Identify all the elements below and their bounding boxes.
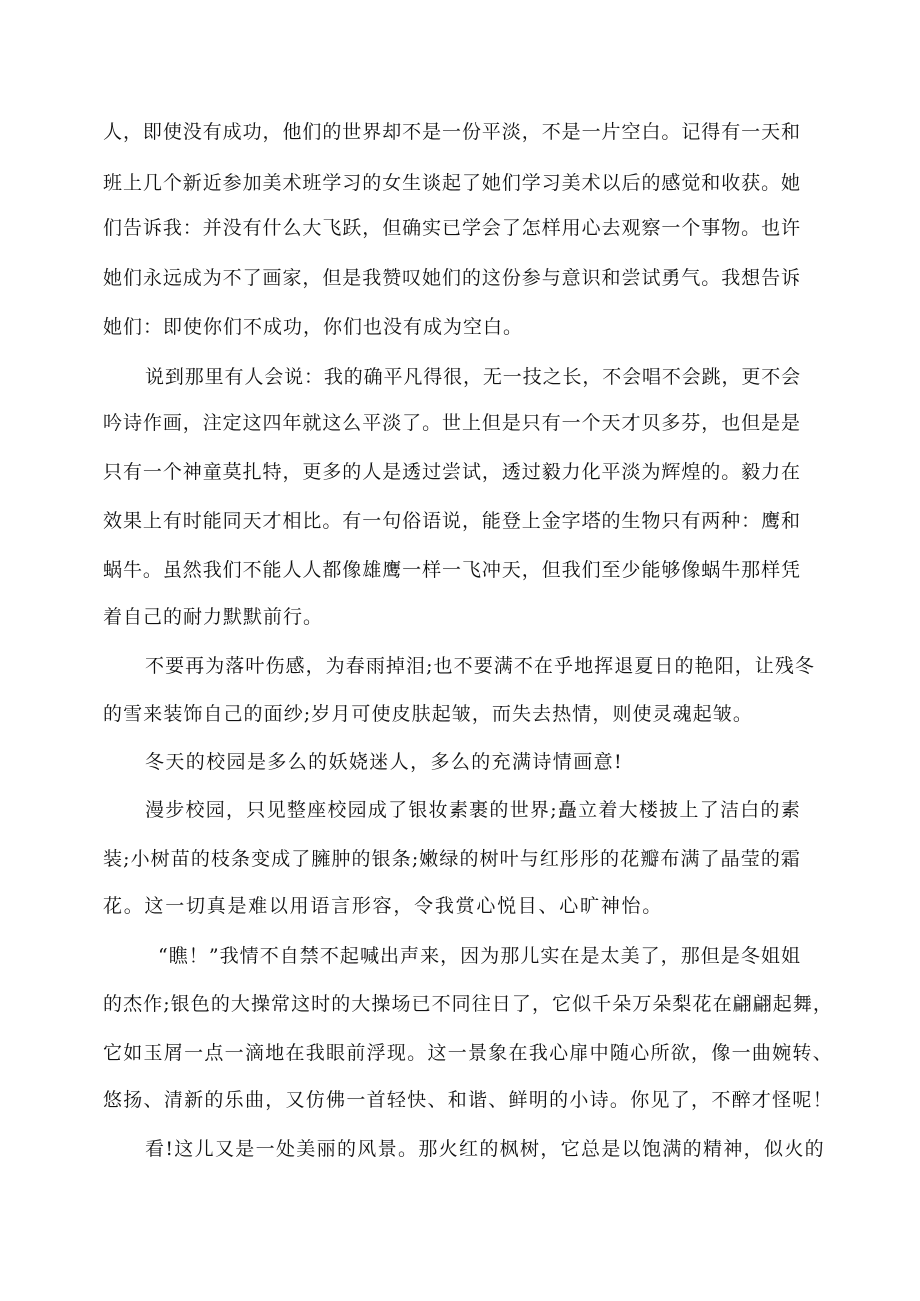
text-line-9: 效果上有时能同天才相比。有一句俗语说，能登上金字塔的生物只有两种：鹰和	[103, 510, 801, 532]
text-line-7: 吟诗作画，注定这四年就这么平淡了。世上但是只有一个天才贝多芬，也但是是	[103, 412, 801, 434]
text-line-15: 漫步校园，只见整座校园成了银妆素裹的世界;矗立着大楼披上了洁白的素	[145, 799, 801, 821]
text-line-1: 人，即使没有成功，他们的世界却不是一份平淡，不是一片空白。记得有一天和	[103, 121, 801, 143]
text-line-19: 的杰作;银色的大操常这时的大操场已不同往日了，它似千朵万朵梨花在翩翩起舞，	[103, 993, 833, 1015]
text-line-4: 她们永远成为不了画家，但是我赞叹她们的这份参与意识和尝试勇气。我想告诉	[103, 267, 801, 289]
text-line-11: 着自己的耐力默默前行。	[103, 606, 323, 628]
text-line-21: 悠扬、清新的乐曲，又仿佛一首轻快、和谐、鲜明的小诗。你见了，不醉才怪呢！	[103, 1089, 833, 1111]
text-line-2: 班上几个新近参加美术班学习的女生谈起了她们学习美术以后的感觉和收获。她	[103, 172, 801, 194]
text-line-18: “瞧！”我情不自禁不起喊出声来，因为那儿实在是太美了，那但是冬姐姐	[158, 945, 801, 967]
text-line-5: 她们：即使你们不成功，你们也没有成为空白。	[103, 316, 523, 338]
text-line-14: 冬天的校园是多么的妖娆迷人，多么的充满诗情画意!	[145, 751, 623, 773]
text-line-3: 们告诉我：并没有什么大飞跃，但确实已学会了怎样用心去观察一个事物。也许	[103, 217, 801, 239]
text-line-10: 蜗牛。虽然我们不能人人都像雄鹰一样一飞冲天，但我们至少能够像蜗牛那样凭	[103, 559, 801, 581]
text-line-12: 不要再为落叶伤感，为春雨掉泪;也不要满不在乎地挥退夏日的艳阳，让残冬	[145, 655, 815, 677]
text-line-20: 它如玉屑一点一滴地在我眼前浮现。这一景象在我心扉中随心所欲，像一曲婉转、	[103, 1042, 833, 1064]
text-line-22: 看!这儿又是一处美丽的风景。那火红的枫树，它总是以饱满的精神，似火的	[145, 1138, 825, 1160]
text-line-16: 装;小树苗的枝条变成了臃肿的银条;嫩绿的树叶与红彤彤的花瓣布满了晶莹的霜	[103, 848, 801, 870]
text-line-6: 说到那里有人会说：我的确平凡得很，无一技之长，不会唱不会跳，更不会	[145, 366, 801, 388]
text-line-17: 花。这一切真是难以用语言形容，令我赏心悦目、心旷神怡。	[103, 895, 663, 917]
text-line-8: 只有一个神童莫扎特，更多的人是透过尝试，透过毅力化平淡为辉煌的。毅力在	[103, 461, 801, 483]
text-line-13: 的雪来装饰自己的面纱;岁月可使皮肤起皱，而失去热情，则使灵魂起皱。	[103, 703, 753, 725]
